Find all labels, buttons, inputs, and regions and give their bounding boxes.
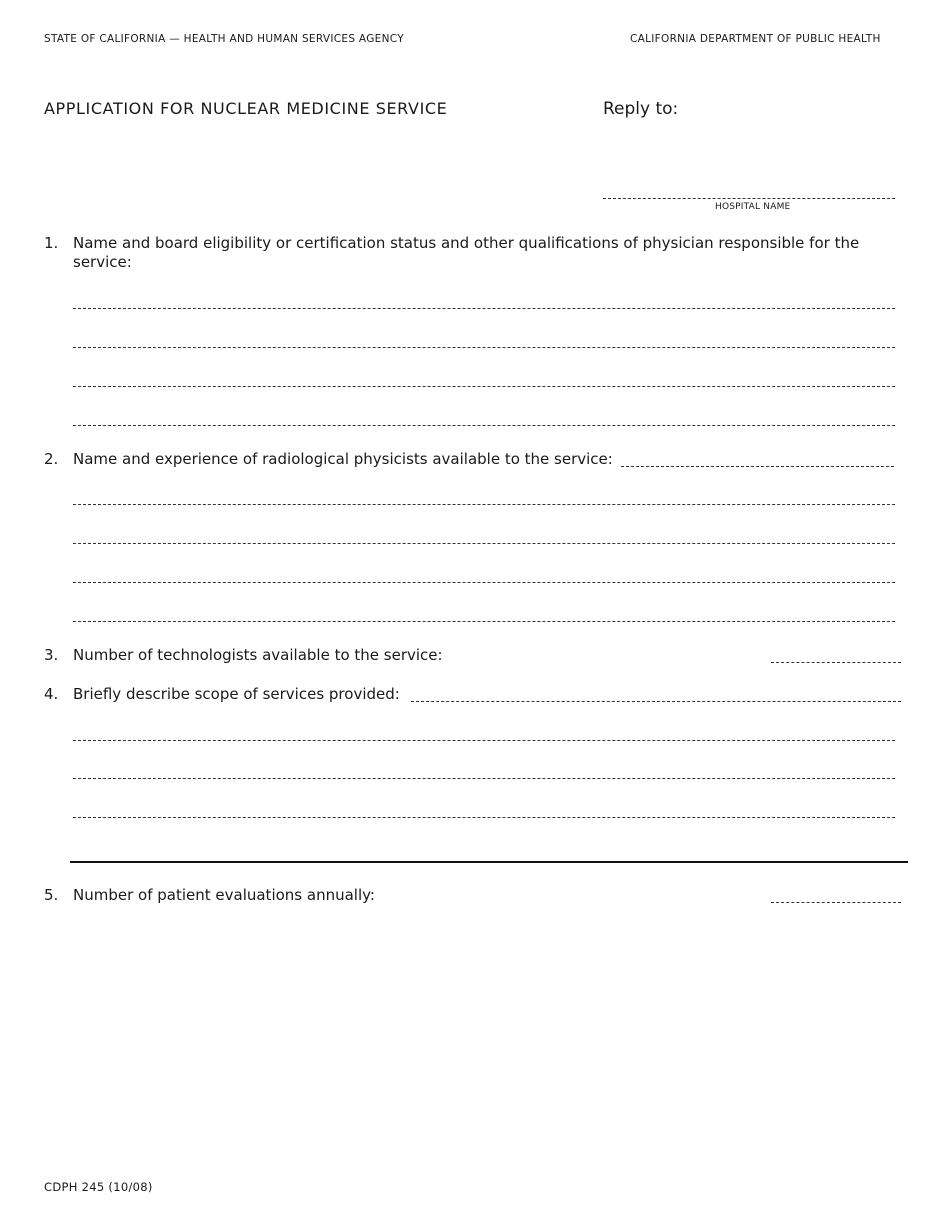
answer-line — [73, 621, 895, 622]
answer-line — [73, 308, 895, 309]
hospital-name-caption: HOSPITAL NAME — [715, 202, 791, 212]
answer-line — [73, 582, 895, 583]
answer-line — [411, 701, 901, 702]
question-3-number: 3. — [44, 646, 59, 664]
form-title: APPLICATION FOR NUCLEAR MEDICINE SERVICE — [44, 99, 448, 118]
answer-line — [771, 662, 901, 663]
question-4-text: Briefly describe scope of services provided: — [73, 685, 400, 703]
answer-line — [73, 347, 895, 348]
question-1-text: Name and board eligibility or certification status and other qualifications of physician responsible for the service: — [73, 234, 860, 271]
section-divider — [70, 861, 908, 863]
reply-to-label: Reply to: — [603, 99, 679, 119]
answer-line — [621, 466, 894, 467]
answer-line — [73, 543, 895, 544]
question-5-number: 5. — [44, 886, 59, 904]
answer-line — [73, 817, 895, 818]
question-2-number: 2. — [44, 450, 59, 468]
answer-line — [771, 902, 901, 903]
agency-left: STATE OF CALIFORNIA — HEALTH AND HUMAN SERVICES AGENCY — [44, 33, 404, 45]
form-number: CDPH 245 (10/08) — [44, 1180, 153, 1194]
answer-line — [73, 386, 895, 387]
answer-line — [73, 425, 895, 426]
question-4-number: 4. — [44, 685, 59, 703]
question-3-text: Number of technologists available to the service: — [73, 646, 443, 664]
question-5-text: Number of patient evaluations annually: — [73, 886, 375, 904]
answer-line — [73, 778, 895, 779]
agency-right: CALIFORNIA DEPARTMENT OF PUBLIC HEALTH — [630, 33, 881, 45]
answer-line — [73, 740, 895, 741]
question-2-text: Name and experience of radiological physicists available to the service: — [73, 450, 613, 468]
answer-line — [73, 504, 895, 505]
question-1-number: 1. — [44, 234, 59, 252]
hospital-name-line — [603, 198, 895, 199]
